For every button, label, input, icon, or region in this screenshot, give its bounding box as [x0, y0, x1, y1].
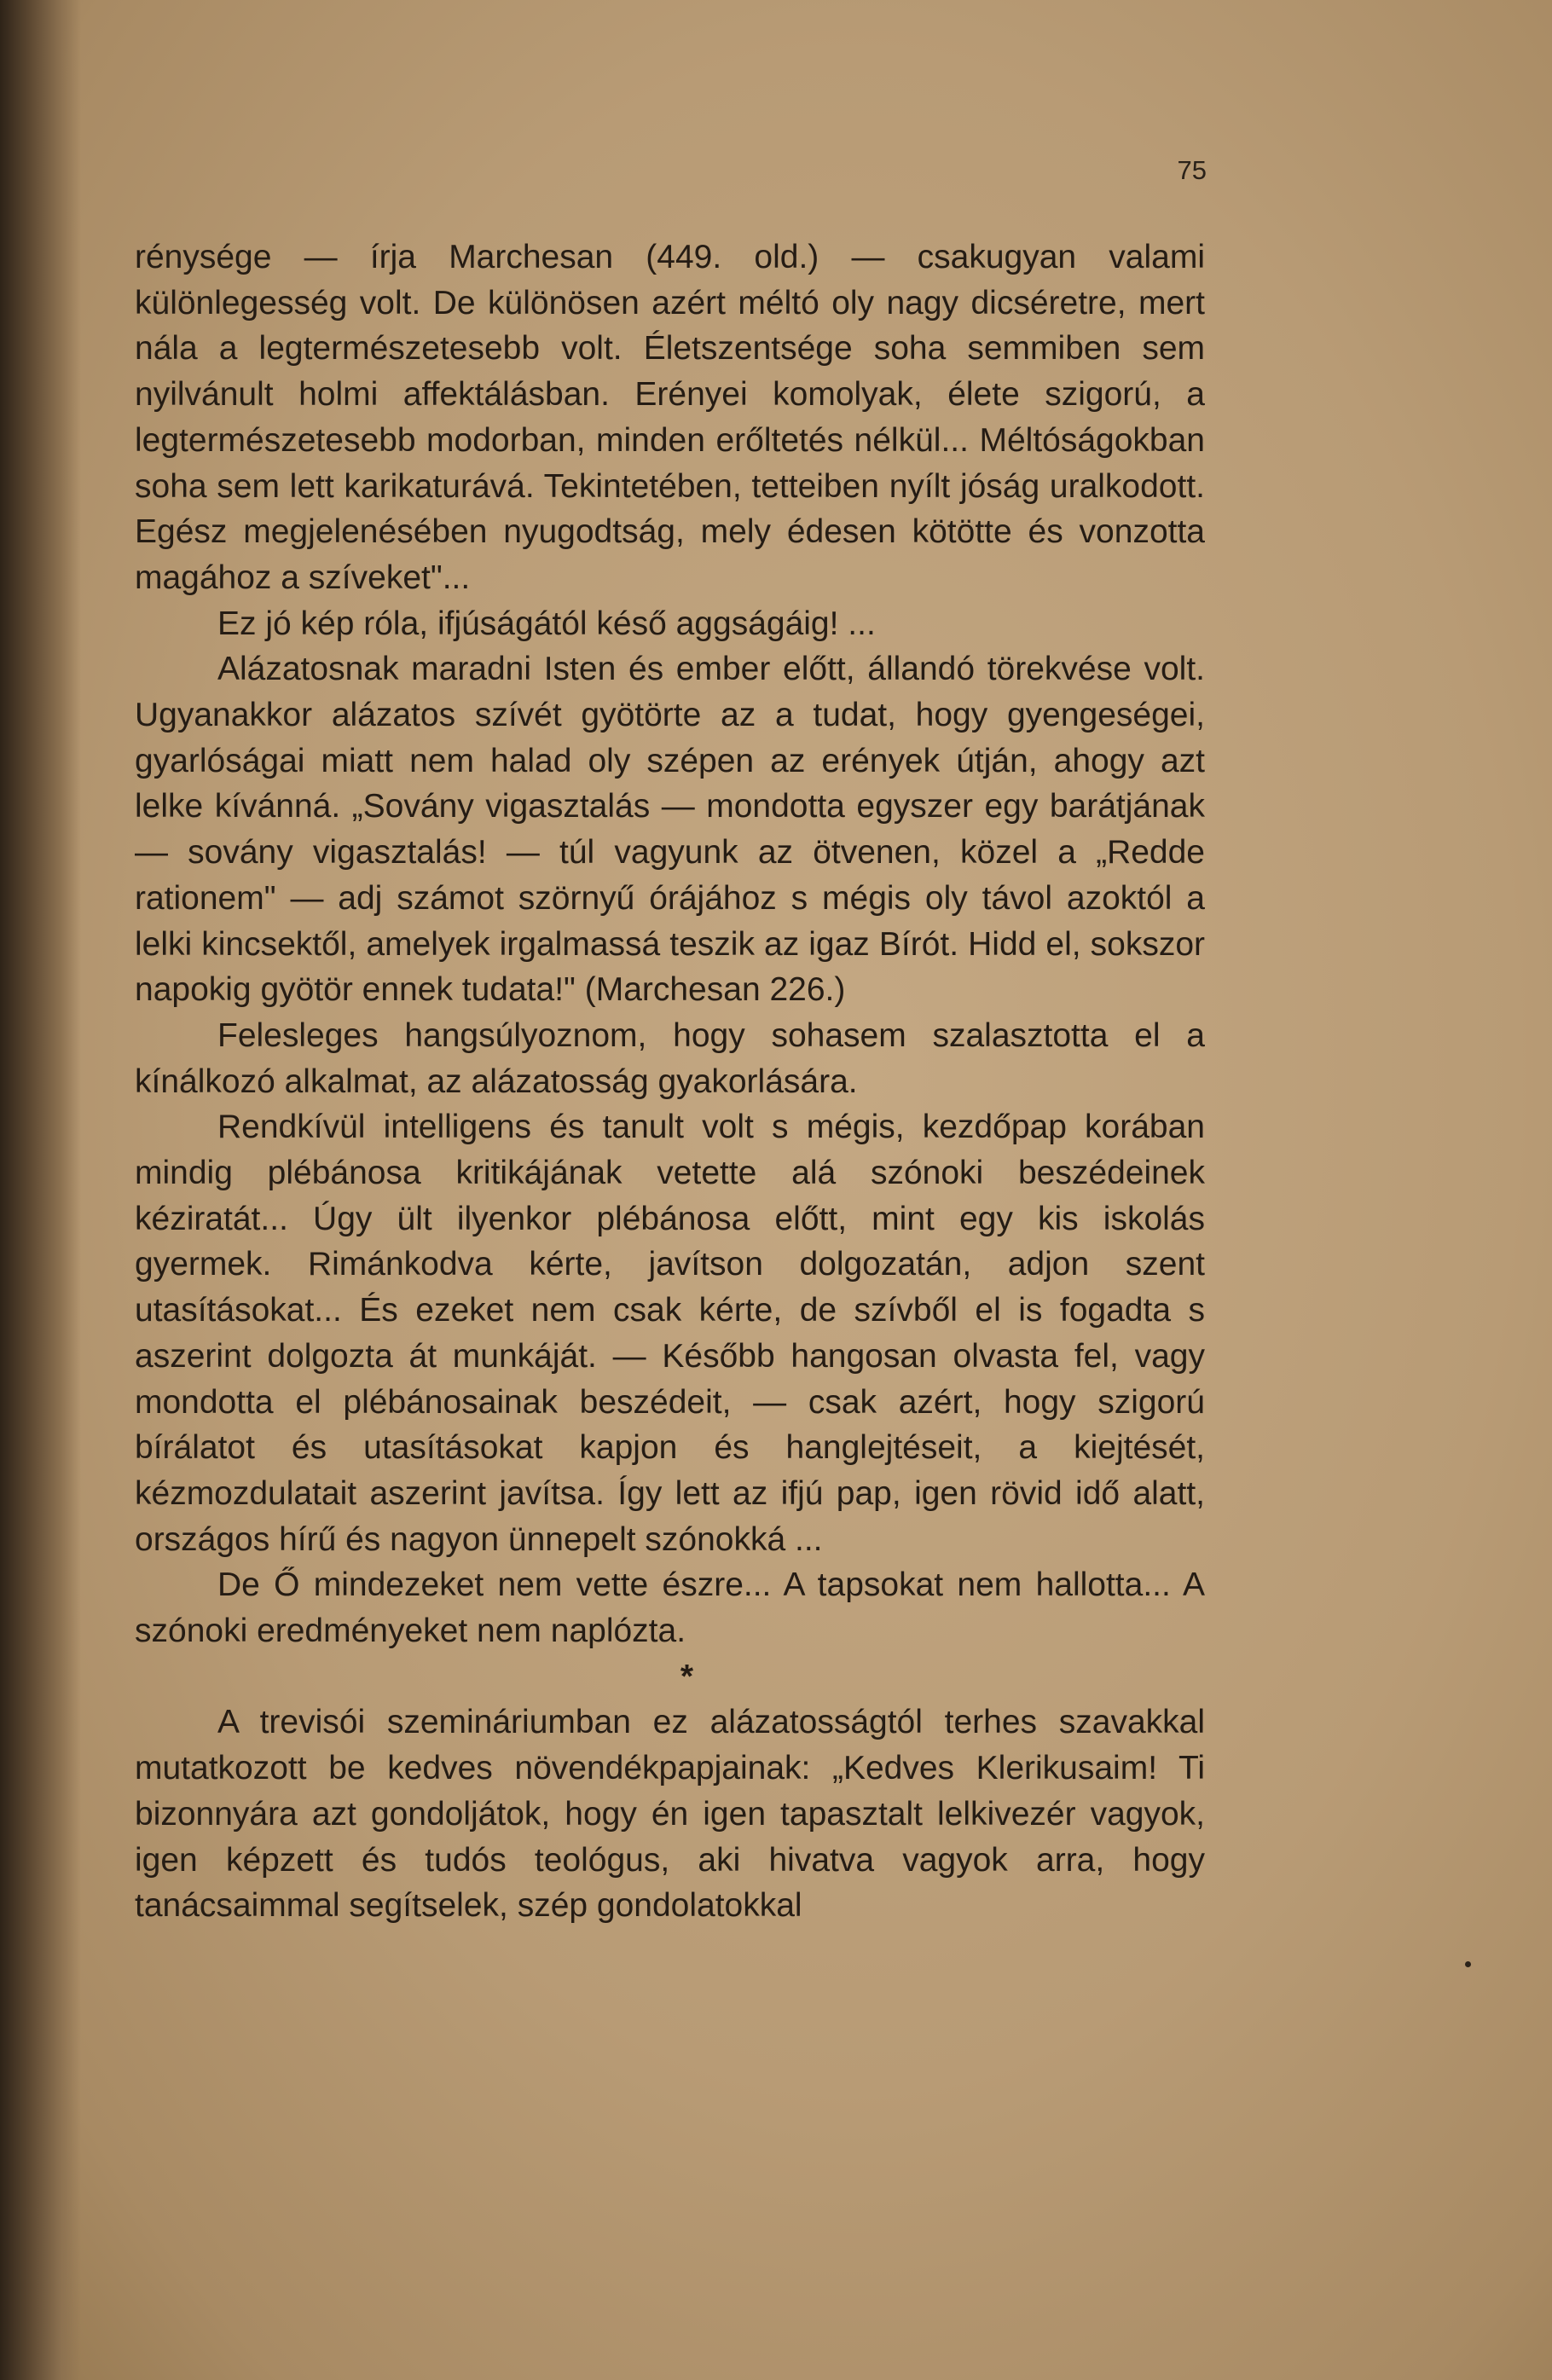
paragraph-4: Felesleges hangsúlyoznom, hogy sohasem szalasztotta el a kínálkozó alkalmat, az alázatosság gyakorlására.: [135, 1016, 1205, 1100]
page-number: 75: [1177, 155, 1207, 185]
body-text: [135, 235, 1205, 1929]
paragraph-5: Rendkívül intelligens és tanult volt s mégis, kezdőpap korában mindig plébánosa kritikájának vetette alá szónoki beszédeinek kéziratát... Úgy ült ilyenkor plébánosa előtt, mint egy kis iskolás gyermek. Rimánkodva kérte, javítson dolgozatán, adjon szent utasításokat... És ezeket nem csak kérte, de szívből el is fogadta s aszerint dolgozta át munkáját. — Később hangosan olvasta fel, vagy mondotta el plébánosainak beszédeit, — csak azért, hogy szigorú bírálatot és utasításokat kapjon és hanglejtéseit, a kiejtését, kézmozdulatait aszerint javítsa. Így lett az ifjú pap, igen rövid idő alatt, országos hírű és nagyon ünnepelt szónokká ...: [135, 1109, 1205, 1558]
book-spine-shadow: [0, 0, 81, 2380]
paragraph-7: A trevisói szemináriumban ez alázatosságtól terhes szavakkal mutatkozott be kedves növendékpapjainak: „Kedves Klerikusaim! Ti bizonnyára azt gondoljátok, hogy én igen tapasztalt lelkivezér vagyok, igen képzett és tudós teológus, aki hivatva vagyok arra, hogy tanácsaimmal segítselek, szép gondolatokkal: [135, 1704, 1205, 1925]
paragraph-1: rénysége — írja Marchesan (449. old.) — csakugyan valami különlegesség volt. De különösen azért méltó oly nagy dicséretre, mert nála a legtermészetesebb volt. Életszentsége soha semmiben sem nyilvánult holmi affektálásban. Erényei komolyak, élete szigorú, a legtermészetesebb modorban, minden erőltetés nélkül... Méltóságokban soha sem lett karikaturává. Tekintetében, tetteiben nyílt jóság uralkodott. Egész megjelenésében nyugodtság, mely édesen kötötte és vonzotta magához a szíveket"...: [135, 239, 1205, 596]
paragraph-6: De Ő mindezeket nem vette észre... A tapsokat nem hallotta... A szónoki eredményeket nem naplózta.: [135, 1566, 1205, 1650]
ink-speck: [1465, 1961, 1471, 1967]
paragraph-3: Alázatosnak maradni Isten és ember előtt, állandó törekvése volt. Ugyanakkor alázatos szívét gyötörte az a tudat, hogy gyengeségei, gyarlóságai miatt nem halad oly szépen az erények útján, ahogy azt lelke kívánná. „Sovány vigasztalás — mondotta egyszer egy barátjának — sovány vigasztalás! — túl vagyunk az ötvenen, közel a „Redde rationem" — adj számot szörnyű órájához s mégis oly távol azoktól a lelki kincsektől, amelyek irgalmassá teszik az igaz Bírót. Hidd el, sokszor napokig gyötör ennek tudata!" (Marchesan 226.): [135, 651, 1205, 1009]
section-separator: *: [680, 1658, 694, 1695]
paragraph-2: Ez jó kép róla, ifjúságától késő aggságáig! ...: [217, 605, 876, 642]
